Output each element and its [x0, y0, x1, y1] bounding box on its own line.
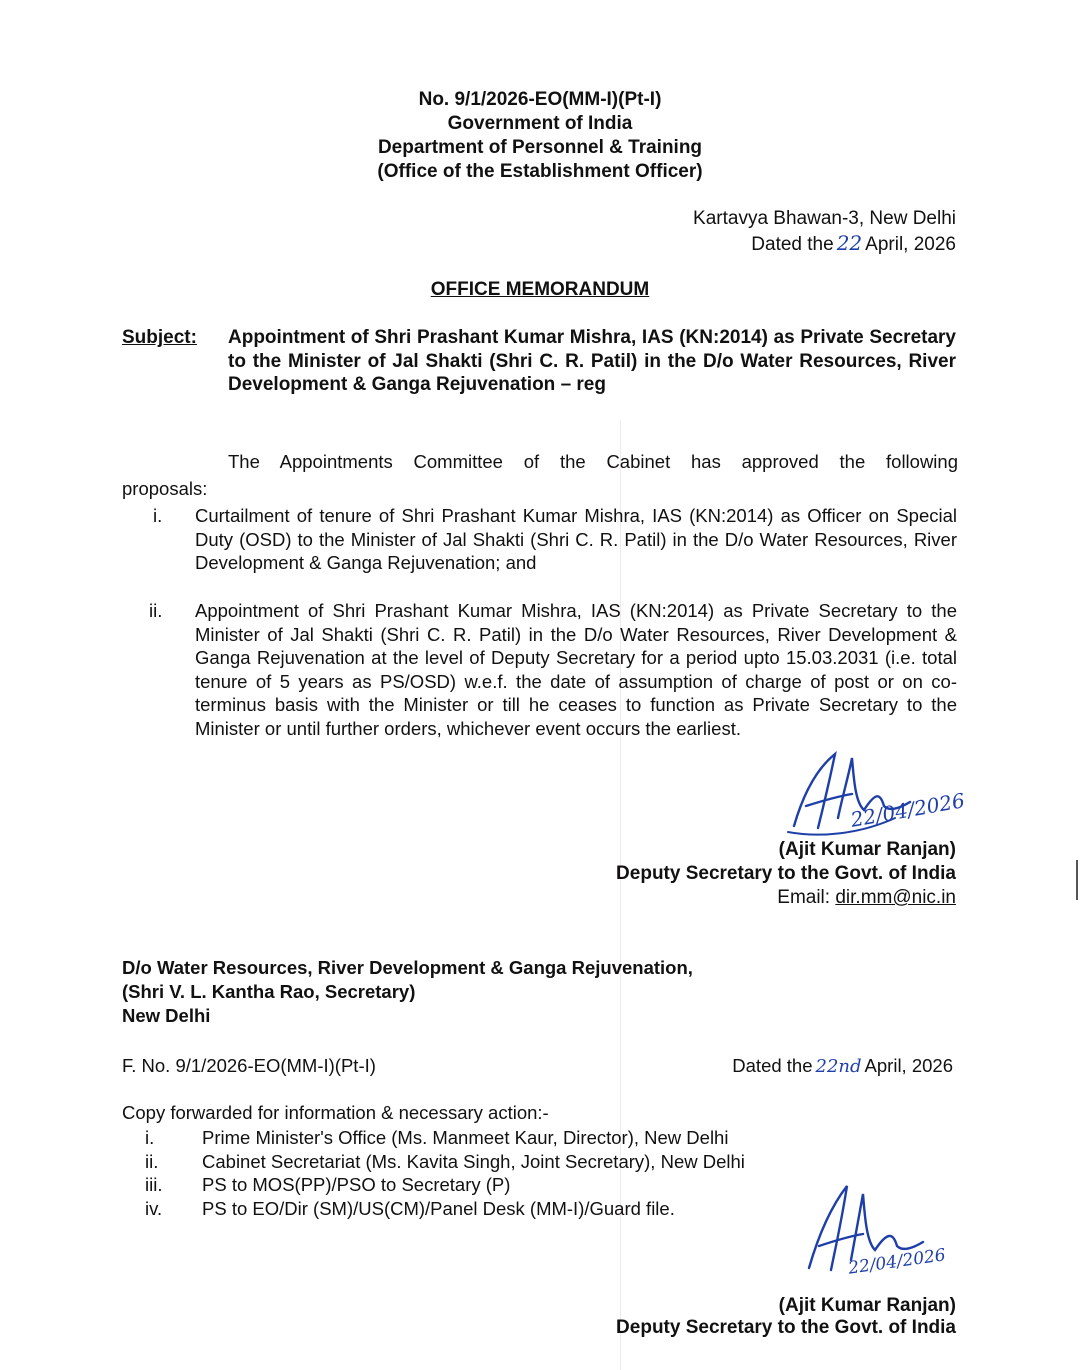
- address-block: [122, 956, 693, 1028]
- date-handwritten: 22: [836, 231, 863, 255]
- forward-date: [732, 1055, 953, 1077]
- date-prefix: Dated the: [751, 234, 834, 255]
- copy-list: [145, 1126, 745, 1220]
- intro-line-1: The Appointments Committee of the Cabinet has approved the following: [228, 451, 958, 472]
- copy-item: ii. Cabinet Secretariat (Ms. Kavita Singh, Joint Secretary), New Delhi: [145, 1150, 745, 1172]
- subject-label: Subject:: [122, 327, 197, 348]
- signature-1-name: (Ajit Kumar Ranjan): [778, 839, 956, 860]
- date-suffix: April, 2026: [865, 234, 956, 255]
- address-line-2: (Shri V. L. Kantha Rao, Secretary): [122, 981, 416, 1002]
- signature-1-designation: Deputy Secretary to the Govt. of India: [616, 863, 956, 884]
- intro-line-2: proposals:: [122, 478, 208, 499]
- item-1-text: Curtailment of tenure of Shri Prashant Kumar Mishra, IAS (KN:2014) as Officer on Special Duty (OSD) to the Minister of Jal Shakti (Shri C. R. Patil) in the D/o Water Resources, River Development & Ganga Rejuvenation; and: [195, 505, 957, 573]
- signature-2-date: 22/04/2026: [847, 1245, 947, 1279]
- copy-forward-text: Copy forwarded for information & necessary action:-: [122, 1102, 549, 1123]
- header-dept: Department of Personnel & Training: [377, 137, 703, 158]
- forward-date-handwritten: 22nd: [815, 1056, 862, 1077]
- address-line-1: D/o Water Resources, River Development & Ganga Rejuvenation,: [122, 957, 693, 978]
- item-1-num: i.: [153, 505, 163, 526]
- signature-2-designation: Deputy Secretary to the Govt. of India: [616, 1317, 956, 1338]
- copy-item: iv. PS to EO/Dir (SM)/US(CM)/Panel Desk (MM-I)/Guard file.: [145, 1197, 675, 1219]
- place-date: [751, 231, 956, 257]
- item-2-text: Appointment of Shri Prashant Kumar Mishra, IAS (KN:2014) as Private Secretary to the Minister of Jal Shakti (Shri C. R. Patil) in the D/o Water Resources, River Development & Ganga Rejuvenation at the level of Deputy Secretary for a period upto 15.03.2031 (i.e. total tenure of 5 years as PS/OSD) w.e.f. the date of assumption of charge of post or on co-terminus basis with the Minister or till he ceases to function as Private Secretary to the Minister or until further orders, whichever event occurs the earliest.: [195, 600, 957, 739]
- header-gov: Government of India: [447, 113, 633, 134]
- address-line-3: New Delhi: [122, 1005, 211, 1026]
- copy-item: iii. PS to MOS(PP)/PSO to Secretary (P): [145, 1174, 511, 1195]
- signature-2-name: (Ajit Kumar Ranjan): [778, 1295, 956, 1316]
- forward-date-suffix: April, 2026: [864, 1055, 953, 1076]
- signature-1-date: 22/04/2026: [848, 788, 967, 832]
- email-label: Email:: [777, 887, 831, 908]
- item-2-num: ii.: [149, 600, 163, 621]
- email-link[interactable]: dir.mm@nic.in: [835, 887, 956, 908]
- subject-text: Appointment of Shri Prashant Kumar Mishra, IAS (KN:2014) as Private Secretary to the Minister of Jal Shakti (Shri C. R. Patil) in the D/o Water Resources, River Development & Ganga Rejuvenation – reg: [228, 327, 956, 395]
- scan-edge-mark: [1076, 860, 1078, 900]
- signature-1-email: [777, 886, 956, 910]
- copy-item: i. Prime Minister's Office (Ms. Manmeet Kaur, Director), New Delhi: [145, 1127, 729, 1148]
- forward-file-no: F. No. 9/1/2026-EO(MM-I)(Pt-I): [122, 1055, 376, 1076]
- place-location: Kartavya Bhawan-3, New Delhi: [693, 208, 956, 229]
- memo-title: OFFICE MEMORANDUM: [430, 279, 650, 300]
- header-file-no: No. 9/1/2026-EO(MM-I)(Pt-I): [418, 89, 662, 110]
- forward-date-prefix: Dated the: [732, 1055, 813, 1076]
- header-office: (Office of the Establishment Officer): [377, 161, 703, 182]
